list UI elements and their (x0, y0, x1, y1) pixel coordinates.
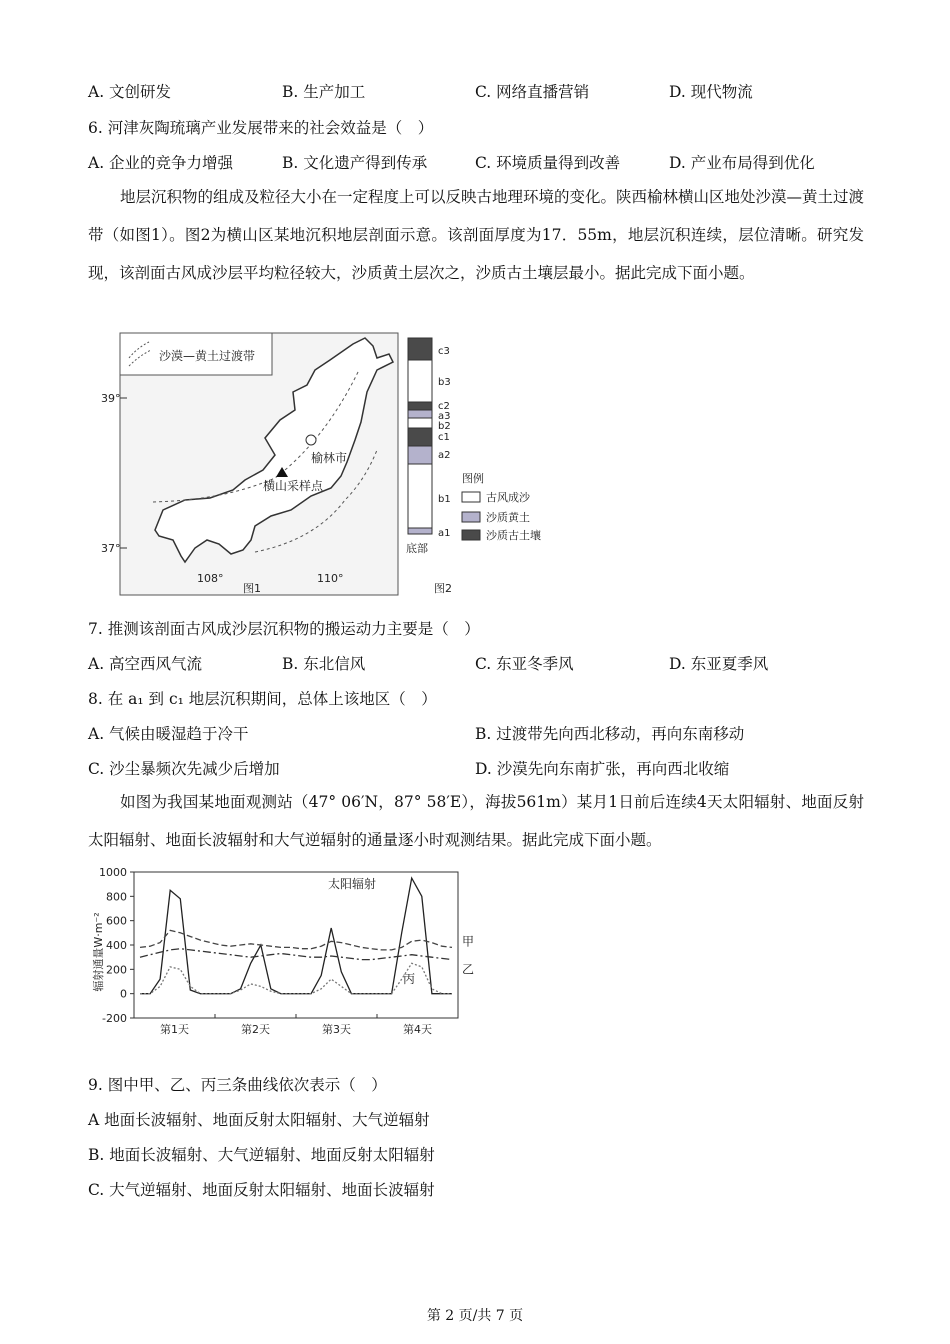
passage-stratum: 地层沉积物的组成及粒径大小在一定程度上可以反映古地理环境的变化。陕西榆林横山区地处沙漠—黄土过渡带（如图1）。图2为横山区某地沉积地层剖面示意。该剖面厚度为17．55m，地层沉积连续，层位清晰。研究发现，该剖面古风成沙层平均粒径较大，沙质黄土层次之，沙质古土壤层最小。据此完成下面小题。 (88, 188, 865, 282)
legend-soil: 沙质古土壤 (486, 529, 541, 542)
city-label: 榆林市 (311, 451, 348, 465)
y-tick-label: 600 (106, 914, 127, 928)
lat-39: 39° (101, 392, 121, 405)
y-tick-label: -200 (102, 1012, 127, 1025)
q6-option-b: B. 文化遗产得到传承 (282, 154, 428, 172)
x-tick-label: 第2天 (241, 1023, 270, 1036)
q9-option-c: C. 大气逆辐射、地面反射太阳辐射、地面长波辐射 (88, 1181, 435, 1199)
yulin-city-icon (306, 435, 316, 445)
y-tick-label: 1000 (99, 866, 127, 879)
series-label-3: 丙 (403, 972, 416, 987)
legend-title: 图例 (462, 472, 484, 485)
layer-c2 (408, 402, 432, 410)
label-c2: c2 (438, 401, 450, 412)
figure1-map (101, 330, 405, 595)
q8-option-b: B. 过渡带先向西北移动，再向东南移动 (475, 725, 745, 743)
label-b2: b2 (438, 421, 451, 432)
label-c1: c1 (438, 432, 450, 443)
map-legend-text: 沙漠—黄土过渡带 (159, 349, 256, 363)
label-b3: b3 (438, 377, 451, 388)
figure1-caption: 图1 (243, 582, 261, 595)
q5-option-a: A. 文创研发 (88, 83, 172, 101)
q8-option-d: D. 沙漠先向东南扩张，再向西北收缩 (475, 760, 730, 778)
page-footer: 第 2 页/共 7 页 (426, 1308, 524, 1324)
q8-option-a: A. 气候由暖湿趋于冷干 (88, 725, 249, 743)
q6-stem: 6. 河津灰陶琉璃产业发展带来的社会效益是（ ） (88, 119, 434, 137)
radiation-chart (88, 862, 488, 1042)
q6-option-c: C. 环境质量得到改善 (475, 154, 621, 172)
q5-option-b: B. 生产加工 (282, 83, 366, 101)
legend-sand: 古风成沙 (486, 491, 530, 504)
layer-a3 (408, 410, 432, 418)
series-label-1: 甲 (462, 934, 475, 949)
series-line-1 (140, 930, 452, 950)
label-a3: a3 (438, 411, 451, 422)
layer-b1 (408, 464, 432, 528)
layer-b3 (408, 360, 432, 402)
label-a2: a2 (438, 450, 451, 461)
q5-option-c: C. 网络直播营销 (475, 83, 590, 101)
q9-option-b: B. 地面长波辐射、大气逆辐射、地面反射太阳辐射 (88, 1146, 435, 1164)
y-tick-label: 200 (106, 963, 127, 977)
series-label-0: 太阳辐射 (328, 877, 377, 891)
q9-option-a: A 地面长波辐射、地面反射太阳辐射、大气逆辐射 (88, 1111, 430, 1129)
q7-option-b: B. 东北信风 (282, 655, 366, 673)
label-a1: a1 (438, 528, 451, 539)
layer-c3 (408, 338, 432, 360)
q8-option-c: C. 沙尘暴频次先减少后增加 (88, 760, 280, 778)
q8-stem: 8. 在 a₁ 到 c₁ 地层沉积期间，总体上该地区（ ） (88, 690, 437, 708)
q7-stem: 7. 推测该剖面古风成沙层沉积物的搬运动力主要是（ ） (88, 620, 480, 638)
sample-point-label: 横山采样点 (263, 479, 324, 493)
x-tick-label: 第4天 (403, 1023, 432, 1036)
y-tick-label: 800 (106, 890, 127, 904)
label-b1: b1 (438, 494, 451, 505)
lon-108: 108° (197, 572, 224, 585)
label-c3: c3 (438, 346, 450, 357)
q5-option-d: D. 现代物流 (669, 83, 753, 101)
figure2-caption: 图2 (434, 582, 452, 595)
passage-radiation: 如图为我国某地面观测站（47° 06′N，87° 58′E），海拔561m）某月1日前后连续4天太阳辐射、地面反射太阳辐射、地面长波辐射和大气逆辐射的通量逐小时观测结果。据此完成下面小题。 (88, 793, 864, 849)
lat-37: 37° (101, 542, 121, 555)
layer-c1 (408, 428, 432, 446)
y-tick-label: 0 (120, 987, 127, 1001)
chart-ylabel: 辐射通量W·m⁻² (92, 912, 105, 992)
lon-110: 110° (317, 572, 344, 585)
y-tick-label: 400 (106, 939, 127, 952)
bottom-label: 底部 (406, 542, 428, 555)
q7-option-d: D. 东亚夏季风 (669, 655, 769, 673)
q7-option-a: A. 高空西风气流 (88, 655, 203, 673)
layer-b2 (408, 418, 432, 428)
figure2-column (400, 330, 560, 595)
q9-stem: 9. 图中甲、乙、丙三条曲线依次表示（ ） (88, 1076, 387, 1094)
q6-option-a: A. 企业的竞争力增强 (88, 154, 234, 172)
q6-option-d: D. 产业布局得到优化 (669, 154, 815, 172)
layer-a1 (408, 528, 432, 534)
series-label-2: 乙 (462, 962, 475, 977)
layer-a2 (408, 446, 432, 464)
q7-option-c: C. 东亚冬季风 (475, 655, 574, 673)
legend-loess: 沙质黄土 (486, 511, 530, 524)
x-tick-label: 第3天 (322, 1023, 351, 1036)
x-tick-label: 第1天 (160, 1023, 189, 1036)
